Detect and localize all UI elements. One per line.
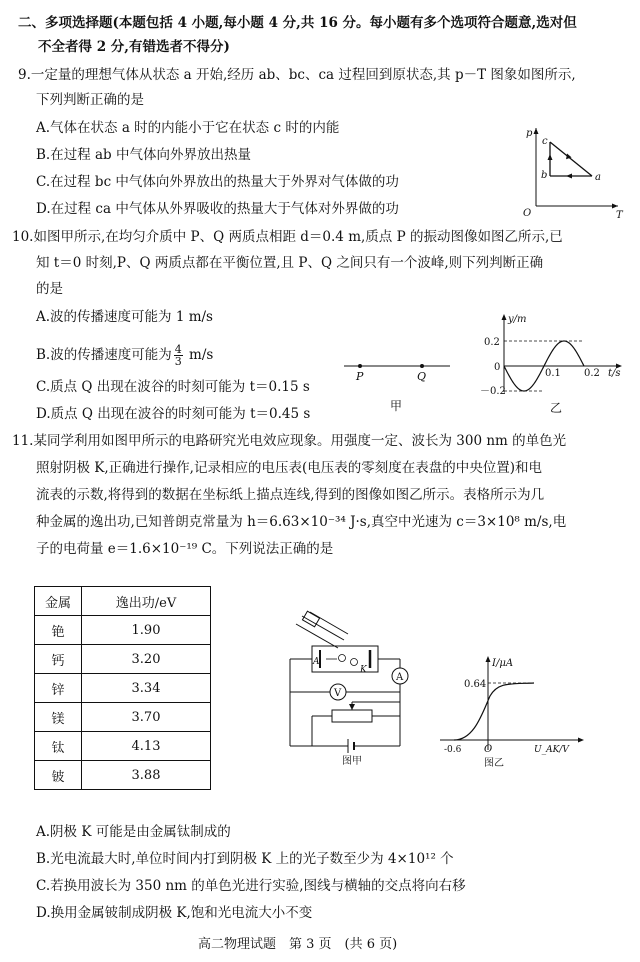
q11-option-a: A.阴极 K 可能是由金属钛制成的 [36,824,231,840]
table-cell: 铯 [35,616,82,645]
table-cell: 锌 [35,674,82,703]
page-footer: 高二物理试题 第 3 页 (共 6 页) [198,937,398,952]
q11-stem-line3: 流表的示数,将得到的数据在坐标纸上描点连线,得到的图像如图乙所示。表格所示为几 [36,487,545,503]
q10-figure-yi [474,310,634,420]
q9-option-a: A.气体在状态 a 时的内能小于它在状态 c 时的内能 [36,120,340,136]
q10-option-b-unit: m/s [189,347,214,363]
q10-figure-jia [340,354,460,414]
q11-iu-graph [434,654,604,772]
q11-graph-stopping-voltage: -0.6 [444,745,462,755]
section-heading-line1: 二、多项选择题(本题包括 4 小题,每小题 4 分,共 16 分。每小题有多个选项符合题意,选对但 [18,15,577,31]
q11-option-d: D.换用金属铍制成阴极 K,饱和光电流大小不变 [36,905,313,921]
q10-stem-line2: 知 t＝0 时刻,P、Q 两质点都在平衡位置,且 P、Q 之间只有一个波峰,则下列判断正确 [36,255,544,271]
q11-voltmeter-label: V [334,688,342,699]
q9-pt-graph [518,124,628,220]
q11-circuit-diagram [282,606,422,766]
work-function-table [34,586,211,790]
q10-fraction-numerator: 4 [174,343,182,356]
q9-graph-a-label: a [595,172,601,183]
q11-anode-label: A [313,657,320,667]
q10-yi-x2: 0.2 [584,368,600,379]
q10-stem-line3: 的是 [36,281,63,297]
q11-stem-line1: 11.某同学利用如图甲所示的电路研究光电效应现象。用强度一定、波长为 300 nm 的单色光 [12,433,567,449]
q10-yi-zero: 0 [494,362,501,373]
section-heading-line2: 不全者得 2 分,有错选者不得分) [38,39,230,55]
q10-option-d: D.质点 Q 出现在波谷的时刻可能为 t＝0.45 s [36,406,311,422]
q10-stem-line1: 10.如图甲所示,在均匀介质中 P、Q 两质点相距 d＝0.4 m,质点 P 的振动图像如图乙所示,已 [12,229,563,245]
q10-option-a: A.波的传播速度可能为 1 m/s [36,309,213,325]
q11-photocurrent-curve [454,683,534,740]
table-cell: 1.90 [82,616,211,645]
table-cell: 3.34 [82,674,211,703]
q10-yi-x1: 0.1 [545,368,561,379]
q9-option-b: B.在过程 ab 中气体向外界放出热量 [36,147,251,163]
table-cell: 3.20 [82,645,211,674]
q11-stem-line4: 种金属的逸出功,已知普朗克常量为 h＝6.63×10⁻³⁴ J·s,真空中光速为 c＝3×10⁸ m/s,电 [36,514,567,530]
q11-graph-caption: 图乙 [484,758,504,769]
q10-fraction-denominator: 3 [174,355,182,368]
q10-fig-jia-caption: 甲 [390,399,403,413]
table-header-row [35,587,211,616]
table-cell: 4.13 [82,732,211,761]
table-row [35,703,211,732]
table-row [35,761,211,790]
q10-option-b-fraction [174,344,183,367]
table-cell: 钙 [35,645,82,674]
table-row [35,732,211,761]
q10-yi-yneg: －0.2 [480,386,506,397]
q9-graph-p-label: p [526,128,533,139]
q9-stem-line1: 9.一定量的理想气体从状态 a 开始,经历 ab、bc、ca 过程回到原状态,其 p－T 图象如图所示, [18,67,576,83]
q10-yi-xlabel: t/s [608,368,621,379]
q10-point-p-label: P [356,370,364,383]
q9-option-d: D.在过程 ca 中气体从外界吸收的热量大于气体对外界做的功 [36,201,399,217]
q10-yi-ylabel: y/m [508,314,527,325]
table-header-metal: 金属 [35,587,82,616]
q11-stem-line5: 子的电荷量 e＝1.6×10⁻¹⁹ C。下列说法正确的是 [36,541,334,557]
table-row [35,645,211,674]
q9-stem-line2: 下列判断正确的是 [36,92,144,108]
q10-point-q-label: Q [417,370,427,383]
q9-graph-origin-label: O [523,208,532,219]
q11-circuit-caption: 图甲 [342,756,362,767]
table-cell: 铍 [35,761,82,790]
q9-graph-t-label: T [616,210,623,221]
q11-graph-ylabel: I/μA [492,658,514,669]
table-cell: 镁 [35,703,82,732]
q9-graph-c-label: c [542,136,548,147]
q10-yi-ypos: 0.2 [484,337,500,348]
q11-graph-xlabel: U_AK/V [534,745,569,755]
table-cell: 3.88 [82,761,211,790]
q10-option-b [36,342,213,368]
q11-option-c: C.若换用波长为 350 nm 的单色光进行实验,图线与横轴的交点将向右移 [36,878,466,894]
table-cell: 3.70 [82,703,211,732]
q10-option-c: C.质点 Q 出现在波谷的时刻可能为 t＝0.15 s [36,379,310,395]
q10-fig-yi-caption: 乙 [550,401,563,415]
table-row [35,674,211,703]
table-row [35,616,211,645]
q9-option-c: C.在过程 bc 中气体向外界放出的热量大于外界对气体做的功 [36,174,399,190]
q11-ammeter-label: A [396,672,404,683]
q11-graph-origin: O [484,744,493,755]
table-cell: 钛 [35,732,82,761]
q11-cathode-label: K [360,665,367,675]
q11-option-b: B.光电流最大时,单位时间内打到阴极 K 上的光子数至少为 4×10¹² 个 [36,851,454,867]
q10-option-b-prefix: B.波的传播速度可能为 [36,347,172,363]
q9-graph-b-label: b [541,170,548,181]
q11-stem-line2: 照射阴极 K,正确进行操作,记录相应的电压表(电压表的零刻度在表盘的中央位置)和电 [36,460,542,476]
table-header-work-function: 逸出功/eV [82,587,211,616]
q11-graph-saturation-value: 0.64 [464,679,487,690]
